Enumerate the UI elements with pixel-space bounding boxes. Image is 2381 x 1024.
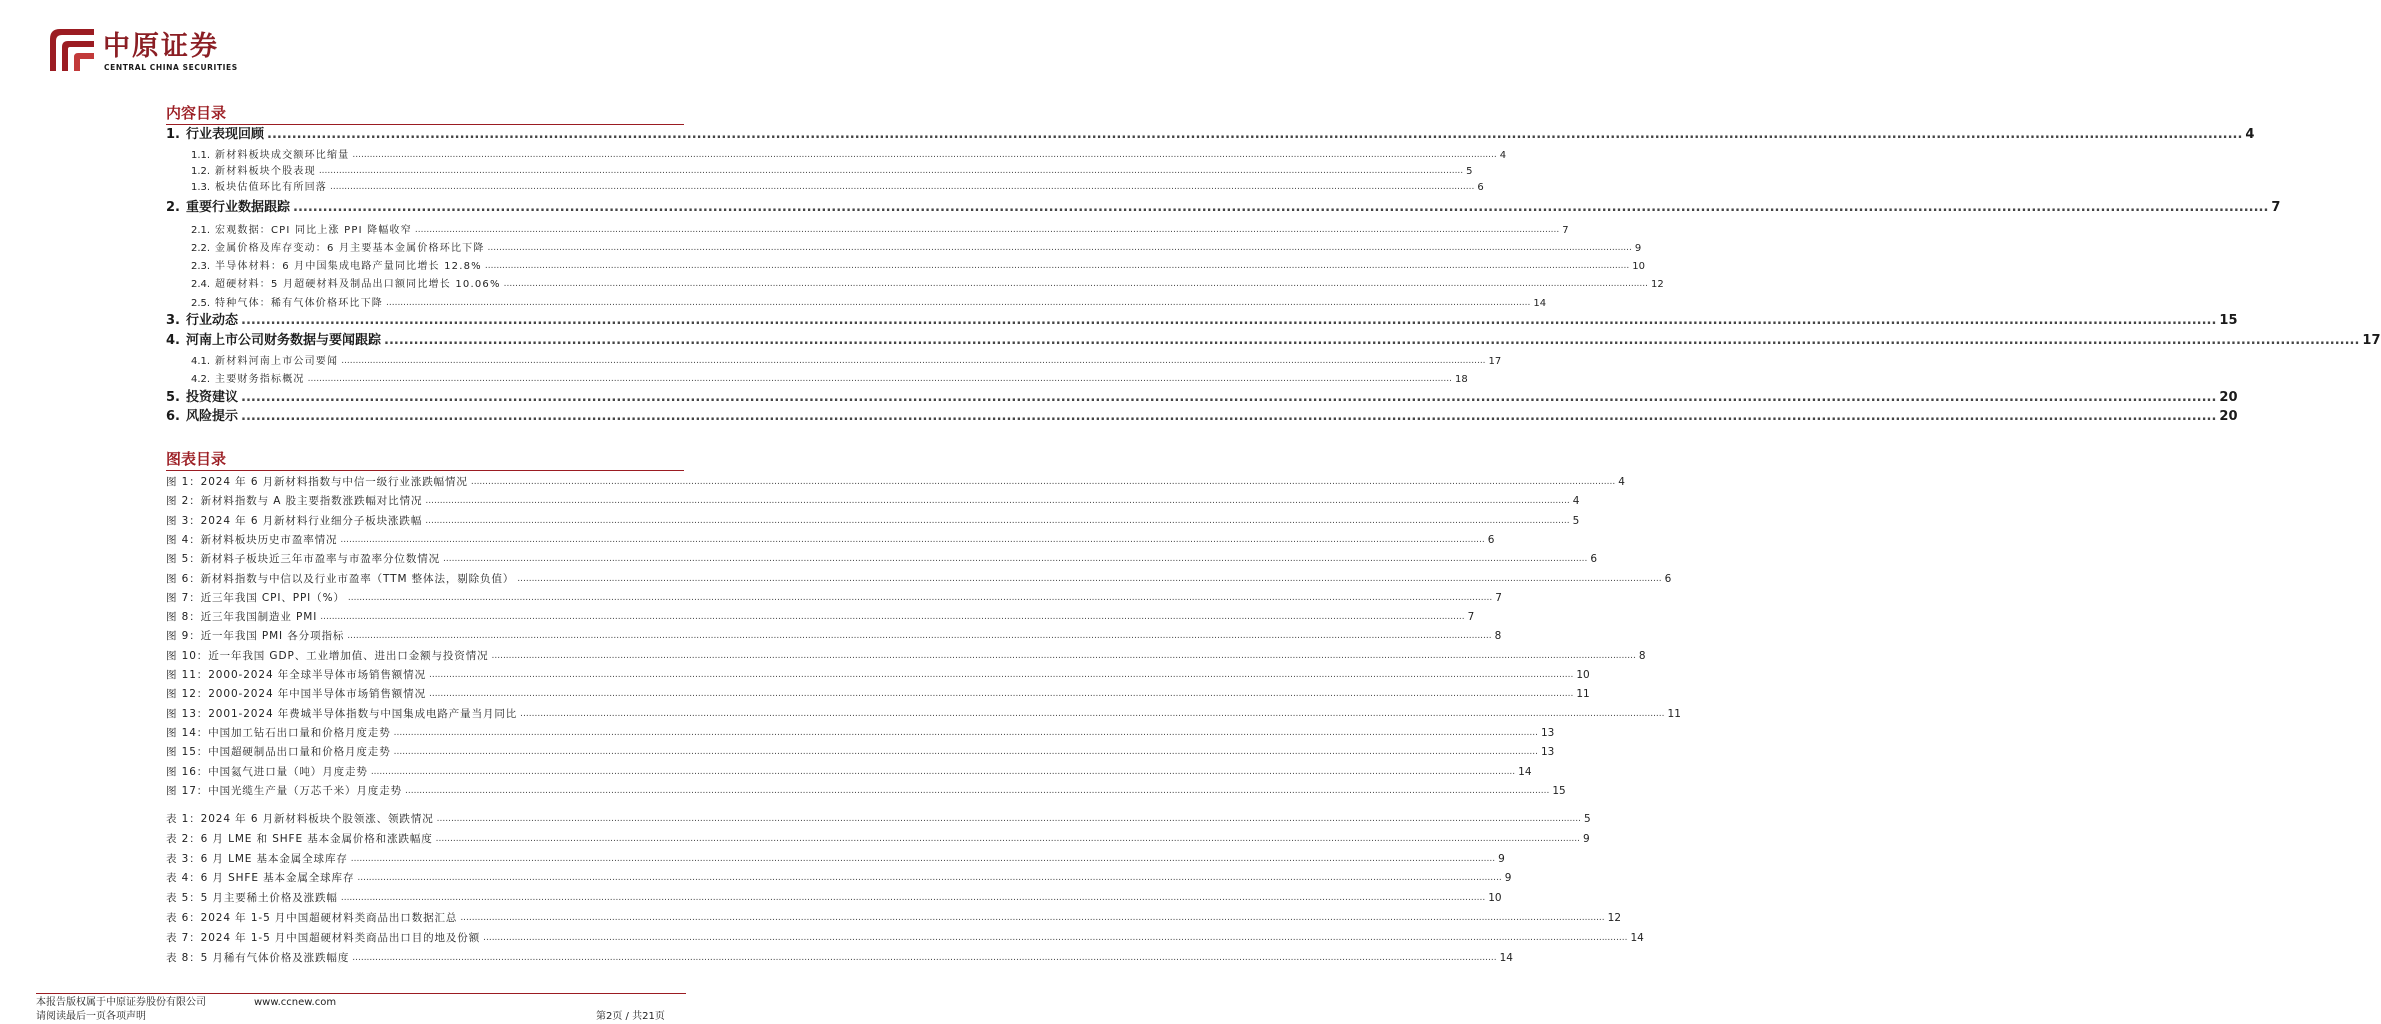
dot-leader: ................................................................................................................................................................................................................................................................................................................................................................................................................ bbox=[393, 747, 1538, 758]
entry-page-number: 17 bbox=[2362, 333, 2381, 348]
dot-leader: ................................................................................................................................................................................................................................................................................................................................................................................................................ bbox=[352, 952, 1497, 963]
table-entry[interactable] bbox=[166, 950, 1513, 967]
entry-title: 超硬材料：5 月超硬材料及制品出口额同比增长 10.06% bbox=[215, 279, 501, 290]
entry-page-number: 9 bbox=[1498, 852, 1505, 865]
table-entry[interactable] bbox=[166, 890, 1502, 907]
table-entry[interactable] bbox=[166, 811, 1591, 828]
entry-title: 行业表现回顾 bbox=[186, 127, 265, 142]
entry-title: 表 7：2024 年 1-5 月中国超硬材料类商品出口目的地及份额 bbox=[166, 931, 481, 944]
entry-title: 表 5：5 月主要稀土价格及涨跌幅 bbox=[166, 892, 338, 905]
entry-page-number: 7 bbox=[2271, 200, 2281, 215]
dot-leader: ................................................................................................................................................................................................................................................................................................................................................................................................................ bbox=[350, 853, 1496, 864]
toc-heading-rule bbox=[166, 124, 684, 125]
entry-page-number: 10 bbox=[1488, 892, 1502, 905]
entry-page-number: 6 bbox=[1664, 572, 1672, 585]
dot-leader: ................................................................................................................................................................................................................................................................................................................................................................................................................ bbox=[384, 333, 2360, 348]
toc-subentry[interactable] bbox=[191, 354, 1502, 369]
entry-title: 金属价格及库存变动：6 月主要基本金属价格环比下降 bbox=[215, 243, 485, 254]
dot-leader: ................................................................................................................................................................................................................................................................................................................................................................................................................ bbox=[425, 496, 1570, 507]
figure-entry[interactable] bbox=[166, 764, 1532, 781]
footer-page-info: 第2页 / 共21页 bbox=[596, 1011, 665, 1022]
dot-leader: ................................................................................................................................................................................................................................................................................................................................................................................................................ bbox=[428, 670, 1574, 680]
entry-number: 4.2. bbox=[191, 374, 211, 385]
entry-page-number: 6 bbox=[1487, 533, 1495, 546]
entry-title: 图 14：中国加工钻石出口量和价格月度走势 bbox=[166, 726, 391, 739]
entry-title: 图 2：新材料指数与 A 股主要指数涨跌幅对比情况 bbox=[166, 495, 423, 508]
entry-title: 图 5：新材料子板块近三年市盈率与市盈率分位数情况 bbox=[166, 553, 441, 566]
entry-page-number: 7 bbox=[1562, 225, 1569, 236]
entry-title: 行业动态 bbox=[186, 313, 239, 328]
toc-entry[interactable] bbox=[166, 408, 2238, 426]
figure-entry[interactable] bbox=[166, 783, 1566, 800]
entry-title: 图 11：2000-2024 年全球半导体市场销售额情况 bbox=[166, 669, 426, 681]
dot-leader: ................................................................................................................................................................................................................................................................................................................................................................................................................ bbox=[484, 261, 1630, 271]
dot-leader: ................................................................................................................................................................................................................................................................................................................................................................................................................ bbox=[520, 708, 1665, 719]
entry-page-number: 4 bbox=[1572, 495, 1580, 508]
dot-leader: ................................................................................................................................................................................................................................................................................................................................................................................................................ bbox=[241, 409, 2217, 424]
figure-entry[interactable] bbox=[166, 493, 1580, 510]
dot-leader: ................................................................................................................................................................................................................................................................................................................................................................................................................ bbox=[340, 893, 1486, 904]
entry-title: 图 7：近三年我国 CPI、PPI（%） bbox=[166, 591, 345, 604]
dot-leader: ................................................................................................................................................................................................................................................................................................................................................................................................................ bbox=[386, 298, 1531, 308]
company-logo-en: CENTRAL CHINA SECURITIES bbox=[104, 63, 238, 72]
entry-number: 1. bbox=[166, 127, 180, 142]
entry-title: 表 1：2024 年 6 月新材料板块个股领涨、领跌情况 bbox=[166, 813, 434, 825]
entry-title: 投资建议 bbox=[186, 390, 239, 405]
dot-leader: ................................................................................................................................................................................................................................................................................................................................................................................................................ bbox=[435, 833, 1581, 844]
entry-title: 图 17：中国光缆生产量（万芯千米）月度走势 bbox=[166, 784, 402, 797]
table-entry[interactable] bbox=[166, 870, 1512, 887]
toc-subentry[interactable] bbox=[191, 372, 1468, 387]
dot-leader: ................................................................................................................................................................................................................................................................................................................................................................................................................ bbox=[370, 766, 1516, 777]
toc-subentry[interactable] bbox=[191, 259, 1645, 274]
entry-title: 图 8：近三年我国制造业 PMI bbox=[166, 611, 318, 624]
entry-number: 2.2. bbox=[191, 243, 211, 254]
toc-subentry[interactable] bbox=[191, 277, 1664, 292]
dot-leader: ................................................................................................................................................................................................................................................................................................................................................................................................................ bbox=[405, 785, 1550, 796]
entry-title: 新材料板块个股表现 bbox=[215, 166, 316, 177]
page-header bbox=[0, 0, 724, 80]
entry-title: 图 4：新材料板块历史市盈率情况 bbox=[166, 533, 338, 546]
entry-title: 宏观数据：CPI 同比上涨 PPI 降幅收窄 bbox=[215, 225, 412, 236]
figure-entry[interactable] bbox=[166, 609, 1475, 626]
entry-number: 2.3. bbox=[191, 261, 211, 272]
figure-entry[interactable] bbox=[166, 667, 1590, 684]
dot-leader: ................................................................................................................................................................................................................................................................................................................................................................................................................ bbox=[347, 592, 1493, 603]
dot-leader: ................................................................................................................................................................................................................................................................................................................................................................................................................ bbox=[487, 243, 1632, 253]
company-logo-mark-icon bbox=[48, 27, 96, 73]
footer-url[interactable]: www.ccnew.com bbox=[254, 997, 337, 1008]
dot-leader: ................................................................................................................................................................................................................................................................................................................................................................................................................ bbox=[425, 515, 1570, 526]
dot-leader: ................................................................................................................................................................................................................................................................................................................................................................................................................ bbox=[347, 631, 1492, 642]
dot-leader: ................................................................................................................................................................................................................................................................................................................................................................................................................ bbox=[393, 727, 1538, 738]
entry-page-number: 9 bbox=[1634, 243, 1642, 254]
entry-page-number: 4 bbox=[2245, 127, 2255, 142]
entry-page-number: 13 bbox=[1540, 726, 1555, 739]
entry-title: 重要行业数据跟踪 bbox=[186, 200, 291, 215]
dot-leader: ................................................................................................................................................................................................................................................................................................................................................................................................................ bbox=[470, 477, 1616, 487]
toc-subentry[interactable] bbox=[191, 180, 1484, 195]
entry-page-number: 5 bbox=[1572, 514, 1580, 527]
entry-page-number: 7 bbox=[1495, 591, 1502, 604]
entry-title: 表 3：6 月 LME 基本金属全球库存 bbox=[166, 852, 348, 865]
toc-entry[interactable] bbox=[166, 389, 2238, 407]
entry-number: 2.1. bbox=[191, 225, 211, 236]
entry-page-number: 9 bbox=[1583, 832, 1590, 845]
toc-subentry[interactable] bbox=[191, 223, 1569, 238]
entry-page-number: 10 bbox=[1576, 669, 1590, 681]
entry-title: 特种气体：稀有气体价格环比下降 bbox=[215, 298, 383, 309]
dot-leader: ................................................................................................................................................................................................................................................................................................................................................................................................................ bbox=[414, 225, 1560, 235]
table-entry[interactable] bbox=[166, 851, 1505, 868]
entry-page-number: 8 bbox=[1638, 649, 1646, 662]
dot-leader: ................................................................................................................................................................................................................................................................................................................................................................................................................ bbox=[318, 166, 1464, 176]
toc-subentry[interactable] bbox=[191, 164, 1473, 179]
entry-title: 图 13：2001-2024 年费城半导体指数与中国集成电路产量当月同比 bbox=[166, 707, 518, 720]
figure-entry[interactable] bbox=[166, 648, 1646, 665]
table-entry[interactable] bbox=[166, 930, 1644, 947]
dot-leader: ................................................................................................................................................................................................................................................................................................................................................................................................................ bbox=[341, 356, 1486, 366]
table-entry[interactable] bbox=[166, 831, 1590, 848]
dot-leader: ................................................................................................................................................................................................................................................................................................................................................................................................................ bbox=[483, 932, 1628, 943]
dot-leader: ................................................................................................................................................................................................................................................................................................................................................................................................................ bbox=[436, 814, 1581, 824]
entry-page-number: 5 bbox=[1583, 813, 1591, 825]
entry-title: 半导体材料：6 月中国集成电路产量同比增长 12.8% bbox=[215, 261, 482, 272]
entry-number: 2. bbox=[166, 200, 180, 215]
toc-entry[interactable] bbox=[166, 199, 2281, 217]
entry-title: 图 3：2024 年 6 月新材料行业细分子板块涨跌幅 bbox=[166, 514, 423, 527]
entry-number: 2.4. bbox=[191, 279, 211, 290]
entry-title: 主要财务指标概况 bbox=[215, 374, 305, 385]
dot-leader: ................................................................................................................................................................................................................................................................................................................................................................................................................ bbox=[320, 612, 1465, 623]
entry-title: 图 10：近一年我国 GDP、工业增加值、进出口金额与投资情况 bbox=[166, 649, 489, 662]
toc-entry[interactable] bbox=[166, 332, 2381, 350]
entry-page-number: 20 bbox=[2219, 390, 2238, 405]
entry-title: 板块估值环比有所回落 bbox=[215, 182, 327, 193]
footer-copyright: 本报告版权属于中原证券股份有限公司 bbox=[36, 997, 206, 1008]
entry-page-number: 14 bbox=[1630, 931, 1644, 944]
entry-page-number: 17 bbox=[1488, 356, 1502, 367]
entry-page-number: 12 bbox=[1607, 912, 1622, 924]
entry-title: 图 12：2000-2024 年中国半导体市场销售额情况 bbox=[166, 688, 426, 701]
entry-page-number: 14 bbox=[1518, 765, 1532, 778]
entry-title: 表 4：6 月 SHFE 基本金属全球库存 bbox=[166, 872, 355, 885]
dot-leader: ................................................................................................................................................................................................................................................................................................................................................................................................................ bbox=[491, 650, 1636, 661]
figure-entry[interactable] bbox=[166, 590, 1502, 607]
entry-page-number: 9 bbox=[1504, 872, 1512, 885]
entry-number: 6. bbox=[166, 409, 180, 424]
dot-leader: ................................................................................................................................................................................................................................................................................................................................................................................................................ bbox=[352, 150, 1497, 160]
entry-page-number: 6 bbox=[1477, 182, 1484, 193]
dot-leader: ................................................................................................................................................................................................................................................................................................................................................................................................................ bbox=[241, 313, 2217, 328]
toc-subentry[interactable] bbox=[191, 241, 1642, 256]
dot-leader: ................................................................................................................................................................................................................................................................................................................................................................................................................ bbox=[503, 279, 1648, 289]
table-entry[interactable] bbox=[166, 910, 1622, 927]
toc-heading: 内容目录 bbox=[166, 104, 227, 122]
entry-page-number: 8 bbox=[1494, 630, 1502, 643]
dot-leader: ................................................................................................................................................................................................................................................................................................................................................................................................................ bbox=[460, 913, 1605, 923]
entry-number: 4.1. bbox=[191, 356, 211, 367]
entry-page-number: 15 bbox=[1552, 784, 1566, 797]
entry-title: 新材料板块成交额环比缩量 bbox=[215, 150, 350, 161]
entry-page-number: 7 bbox=[1467, 611, 1475, 624]
entry-title: 河南上市公司财务数据与要闻跟踪 bbox=[186, 333, 382, 348]
dot-leader: ................................................................................................................................................................................................................................................................................................................................................................................................................ bbox=[357, 873, 1502, 884]
figure-entry[interactable] bbox=[166, 532, 1495, 549]
entry-page-number: 13 bbox=[1540, 746, 1555, 759]
entry-page-number: 14 bbox=[1499, 951, 1513, 964]
dot-leader: ................................................................................................................................................................................................................................................................................................................................................................................................................ bbox=[517, 573, 1662, 584]
entry-title: 新材料河南上市公司要闻 bbox=[215, 356, 339, 367]
entry-page-number: 5 bbox=[1466, 166, 1473, 177]
dot-leader: ................................................................................................................................................................................................................................................................................................................................................................................................................ bbox=[307, 374, 1452, 384]
footer-rule bbox=[36, 993, 686, 994]
entry-page-number: 4 bbox=[1618, 476, 1625, 488]
dot-leader: ................................................................................................................................................................................................................................................................................................................................................................................................................ bbox=[443, 554, 1588, 565]
entry-page-number: 20 bbox=[2219, 409, 2238, 424]
figure-entry[interactable] bbox=[166, 628, 1502, 645]
toc-subentry[interactable] bbox=[191, 148, 1507, 163]
entry-number: 2.5. bbox=[191, 298, 211, 309]
entry-page-number: 18 bbox=[1454, 374, 1468, 385]
dot-leader: ................................................................................................................................................................................................................................................................................................................................................................................................................ bbox=[340, 534, 1485, 545]
entry-number: 1.1. bbox=[191, 150, 211, 161]
entry-title: 表 6：2024 年 1-5 月中国超硬材料类商品出口数据汇总 bbox=[166, 912, 458, 924]
figure-entry[interactable] bbox=[166, 744, 1555, 761]
entry-number: 1.2. bbox=[191, 166, 211, 177]
dot-leader: ................................................................................................................................................................................................................................................................................................................................................................................................................ bbox=[330, 182, 1475, 192]
entry-number: 4. bbox=[166, 333, 180, 348]
entry-title: 图 9：近一年我国 PMI 各分项指标 bbox=[166, 630, 345, 643]
entry-page-number: 6 bbox=[1590, 553, 1598, 566]
company-logo-cn: 中原证券 bbox=[103, 31, 219, 62]
entry-title: 图 15：中国超硬制品出口量和价格月度走势 bbox=[166, 746, 391, 759]
figure-entry[interactable] bbox=[166, 551, 1598, 568]
toc-entry[interactable] bbox=[166, 126, 2255, 144]
figures-heading-rule bbox=[166, 470, 684, 471]
entry-page-number: 14 bbox=[1533, 298, 1547, 309]
entry-title: 表 2：6 月 LME 和 SHFE 基本金属价格和涨跌幅度 bbox=[166, 832, 433, 845]
figure-entry[interactable] bbox=[166, 725, 1555, 742]
figures-heading: 图表目录 bbox=[166, 450, 227, 468]
dot-leader: ................................................................................................................................................................................................................................................................................................................................................................................................................ bbox=[293, 200, 2269, 215]
figure-entry[interactable] bbox=[166, 706, 1681, 723]
figure-entry[interactable] bbox=[166, 686, 1590, 703]
entry-title: 图 1：2024 年 6 月新材料指数与中信一级行业涨跌幅情况 bbox=[166, 476, 468, 488]
dot-leader: ................................................................................................................................................................................................................................................................................................................................................................................................................ bbox=[241, 390, 2217, 405]
dot-leader: ................................................................................................................................................................................................................................................................................................................................................................................................................ bbox=[267, 127, 2243, 142]
entry-page-number: 4 bbox=[1499, 150, 1507, 161]
entry-page-number: 12 bbox=[1651, 279, 1664, 290]
figure-entry[interactable] bbox=[166, 513, 1580, 530]
entry-page-number: 15 bbox=[2219, 313, 2238, 328]
entry-page-number: 10 bbox=[1632, 261, 1645, 272]
toc-entry[interactable] bbox=[166, 312, 2238, 330]
entry-title: 表 8：5 月稀有气体价格及涨跌幅度 bbox=[166, 951, 350, 964]
figure-entry[interactable] bbox=[166, 474, 1625, 491]
figure-entry[interactable] bbox=[166, 571, 1672, 588]
footer-disclaimer: 请阅读最后一页各项声明 bbox=[36, 1011, 146, 1022]
entry-page-number: 11 bbox=[1576, 688, 1590, 701]
entry-number: 3. bbox=[166, 313, 180, 328]
entry-title: 风险提示 bbox=[186, 409, 239, 424]
dot-leader: ................................................................................................................................................................................................................................................................................................................................................................................................................ bbox=[428, 689, 1574, 700]
entry-page-number: 11 bbox=[1667, 707, 1681, 720]
entry-title: 图 6：新材料指数与中信以及行业市盈率（TTM 整体法，剔除负值） bbox=[166, 572, 515, 585]
entry-number: 5. bbox=[166, 390, 180, 405]
toc-subentry[interactable] bbox=[191, 296, 1547, 311]
entry-number: 1.3. bbox=[191, 182, 211, 193]
entry-title: 图 16：中国氦气进口量（吨）月度走势 bbox=[166, 765, 368, 778]
